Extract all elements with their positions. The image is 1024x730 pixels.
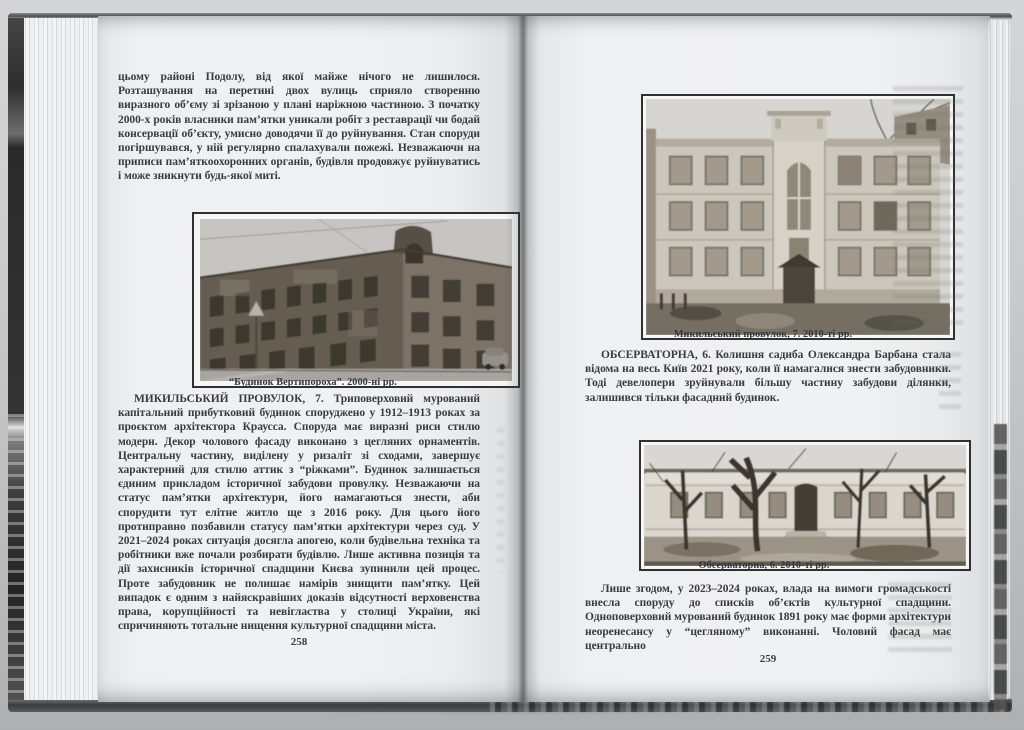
page-number-left: 258 [290,636,308,648]
page-number-right: 259 [759,653,777,665]
page-stack-fore-edge [8,18,100,700]
book-gutter-shadow [505,16,541,702]
photo-budynok-vertyporokha [192,212,520,388]
photo-caption-vertyporokha: “Будинок Вертипороха”. 2000-ні рр. [228,377,398,388]
section-heading-mykilskyi: МИКИЛЬСЬКИЙ ПРОВУЛОК, 7. [134,393,324,405]
showthrough-text-bottom [888,582,952,654]
photo-caption-observatorna: Обсерваторна, 6. 2010-ті рр. [698,560,830,571]
page-edge-ticks [8,414,24,700]
showthrough-gutter-left [497,428,505,572]
section-observatorna [585,348,951,405]
section-mykilskyi-provulok [118,392,480,633]
section-body-mykilskyi: Триповерховий мурований капітальний прибутковий будинок споруджено у 1912–1913 роках за проєктом архітектора Краусса. Споруда має виразні риси стилю модерн. Декор чолового фасаду виконано з цегляних орнаментів. Центральну частину, виділену у ризаліт зі сходами, завершує характерний для стилю аттик з “ріжками”. Будинок залишається єдиним прикладом історичної забудови провулку. Незважаючи на статус пам’ятки архітектури, його намагаються знести, аби спорудити тут елітне житло ще з 2016 року. Для цього його протиправно позбавили статусу пам’ятки архітектури через суд. У 2021–2024 роках ситуація досягла апогею, коли будівельна техніка та робітники вже почали розбирати будівлю. Лише активна позиція та дії захисників історичної спадщини Києва зупинили цей процес. Проте забудовник не полишає намірів знищити пам’ятку. Цей випадок є одним з найяскравіших доказів відсутності верховенства права, корупційності та невігластва у столиці України, які спричиняють тотальне нищення культурної спадщини міста. [118,393,480,633]
page-stack-right-edge [988,20,1010,700]
section-heading-observatorna: ОБСЕРВАТОРНА, 6. [601,349,711,361]
printed-edge-stripes-right [994,424,1007,710]
right-closing-paragraph: Лише згодом, у 2023–2024 роках, влада на вимоги громадськості внесла споруду до списків об’єктів культурної спадщини. Одноповерховий мурований будинок 1891 року має форми архітектури неоренесансу у “цегляному” виконанні. Чоловий фасад має центрально [585,583,951,652]
photo-caption-mykilskyi: Микильський провулок, 7. 2010-ті рр. [673,329,853,340]
photo-observatorna-6 [639,440,971,571]
one-story-mansion-photo [644,445,966,566]
section-body-observatorna: Колишня садиба Олександра Барбана стала відома на весь Київ 2021 року, коли її намагалися знести забудовники. Тоді девелопери зруйнували більшу частину забудови ділянки, залишився тільки фасадний будинок. [585,349,952,404]
left-continuation-paragraph: цьому районі Подолу, від якої майже нічого не лишилося. Розташування на перетині двох вулиць сприяло створенню виразного об’єму зі зрізаною у плані наріжною частиною. З початку 2000-х років власники пам’ятки уникали робіт з реставрації чи бодай консервації об’єкту, умисно доводячи її до руйнування. Стан споруди погіршувався, у ній регулярно спалахували пожежі. Незважаючи на приписи пам’яткоохоронних органів, будівля продовжує руйнуватись і може зникнути будь-якої миті. [118,71,480,183]
showthrough-text-small [939,352,961,416]
ruined-corner-building-photo [200,219,512,381]
printed-page-edges-band [8,18,24,700]
showthrough-text-right-margin [893,86,963,332]
